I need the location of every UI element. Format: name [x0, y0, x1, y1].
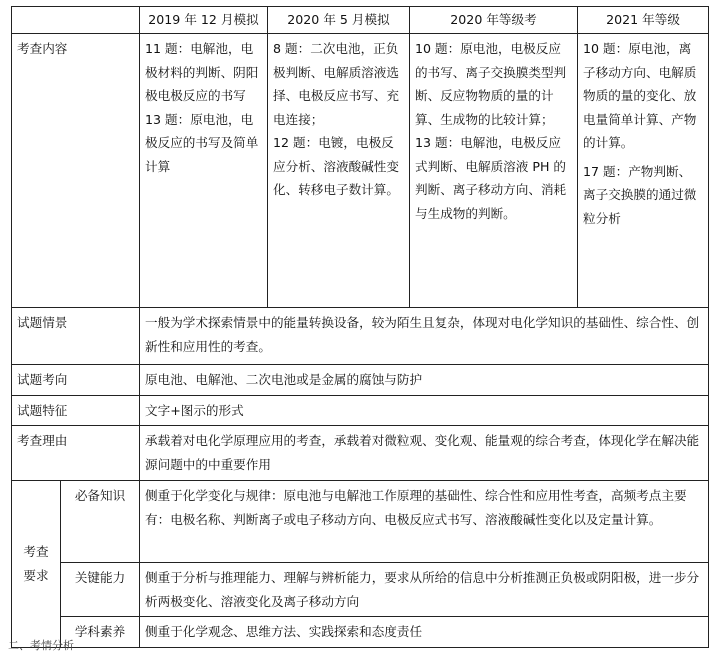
ability-row	[12, 563, 709, 617]
content-2019-dec-q13: 13 题：原电池，电极反应的书写及简单计算	[145, 111, 259, 174]
literacy-row	[12, 617, 709, 648]
knowledge-row	[12, 481, 709, 563]
literacy-label: 学科素养	[61, 617, 140, 648]
section-heading-cutoff: 二、考情分析	[8, 639, 74, 652]
content-2020-exam-q10: 10 题：原电池，电极反应的书写、离子交换膜类型判断、反应物物质的量的计算、生成物的比较计算；	[415, 41, 567, 127]
header-2021-exam: 2021 年等级	[578, 7, 709, 34]
reason-row	[12, 426, 709, 481]
situation-label: 试题情景	[12, 308, 140, 365]
content-2021-exam-q10: 10 题：原电池，离子移动方向、电解质物质的量的变化、放电量简单计算、产物的计算。	[583, 41, 697, 150]
content-2021-exam	[578, 34, 709, 308]
feature-label: 试题特征	[12, 395, 140, 426]
content-2021-exam-q17: 17 题：产物判断、离子交换膜的通过微粒分析	[583, 163, 697, 226]
requirements-label-line2: 要求	[23, 567, 49, 583]
content-2020-may	[268, 34, 410, 308]
direction-text: 原电池、电解池、二次电池或是金属的腐蚀与防护	[140, 365, 709, 396]
header-row	[12, 7, 709, 34]
feature-text: 文字+图示的形式	[140, 395, 709, 426]
ability-text: 侧重于分析与推理能力、理解与辨析能力，要求从所给的信息中分析推测正负极或阴阳极，进一步分析两极变化、溶液变化及离子移动方向	[140, 563, 709, 617]
literacy-text: 侧重于化学观念、思维方法、实践探索和态度责任	[140, 617, 709, 648]
content-2019-dec	[140, 34, 268, 308]
situation-row	[12, 308, 709, 365]
content-2020-may-q8: 8 题：二次电池，正负极判断、电解质溶液选择、电极反应书写、充电连接；	[273, 41, 399, 127]
content-2020-may-q12: 12 题：电镀，电极反应分析、溶液酸碱性变化、转移电子数计算。	[273, 135, 399, 197]
header-2020-exam: 2020 年等级考	[410, 7, 578, 34]
header-2019-dec: 2019 年 12 月模拟	[140, 7, 268, 34]
feature-row	[12, 395, 709, 426]
content-2020-exam	[410, 34, 578, 308]
ability-label: 关键能力	[61, 563, 140, 617]
content-label: 考查内容	[12, 34, 140, 308]
knowledge-label: 必备知识	[61, 481, 140, 563]
header-2020-may: 2020 年 5 月模拟	[268, 7, 410, 34]
content-row	[12, 34, 709, 308]
requirements-label-line1: 考查	[23, 543, 49, 559]
content-2019-dec-q11: 11 题：电解池，电极材料的判断、阴阳极电极反应的书写	[145, 41, 259, 103]
direction-label: 试题考向	[12, 365, 140, 396]
exam-analysis-table	[11, 6, 709, 648]
reason-text: 承载着对电化学原理应用的考查，承载着对微粒观、变化观、能量观的综合考查，体现化学在解决能源问题中的中重要作用	[140, 426, 709, 481]
situation-text: 一般为学术探索情景中的能量转换设备，较为陌生且复杂，体现对电化学知识的基础性、综合性、创新性和应用性的考查。	[140, 308, 709, 365]
requirements-label	[12, 481, 61, 648]
knowledge-text: 侧重于化学变化与规律：原电池与电解池工作原理的基础性、综合性和应用性考查，高频考点主要有：电极名称、判断离子或电子移动方向、电极反应式书写、溶液酸碱性变化以及定量计算。	[140, 481, 709, 563]
content-2020-exam-q13: 13 题：电解池，电极反应式判断、电解质溶液 PH 的判断、离子移动方向、消耗与生成物的判断。	[415, 135, 567, 221]
header-blank-cell	[12, 7, 140, 34]
reason-label: 考查理由	[12, 426, 140, 481]
direction-row	[12, 365, 709, 396]
